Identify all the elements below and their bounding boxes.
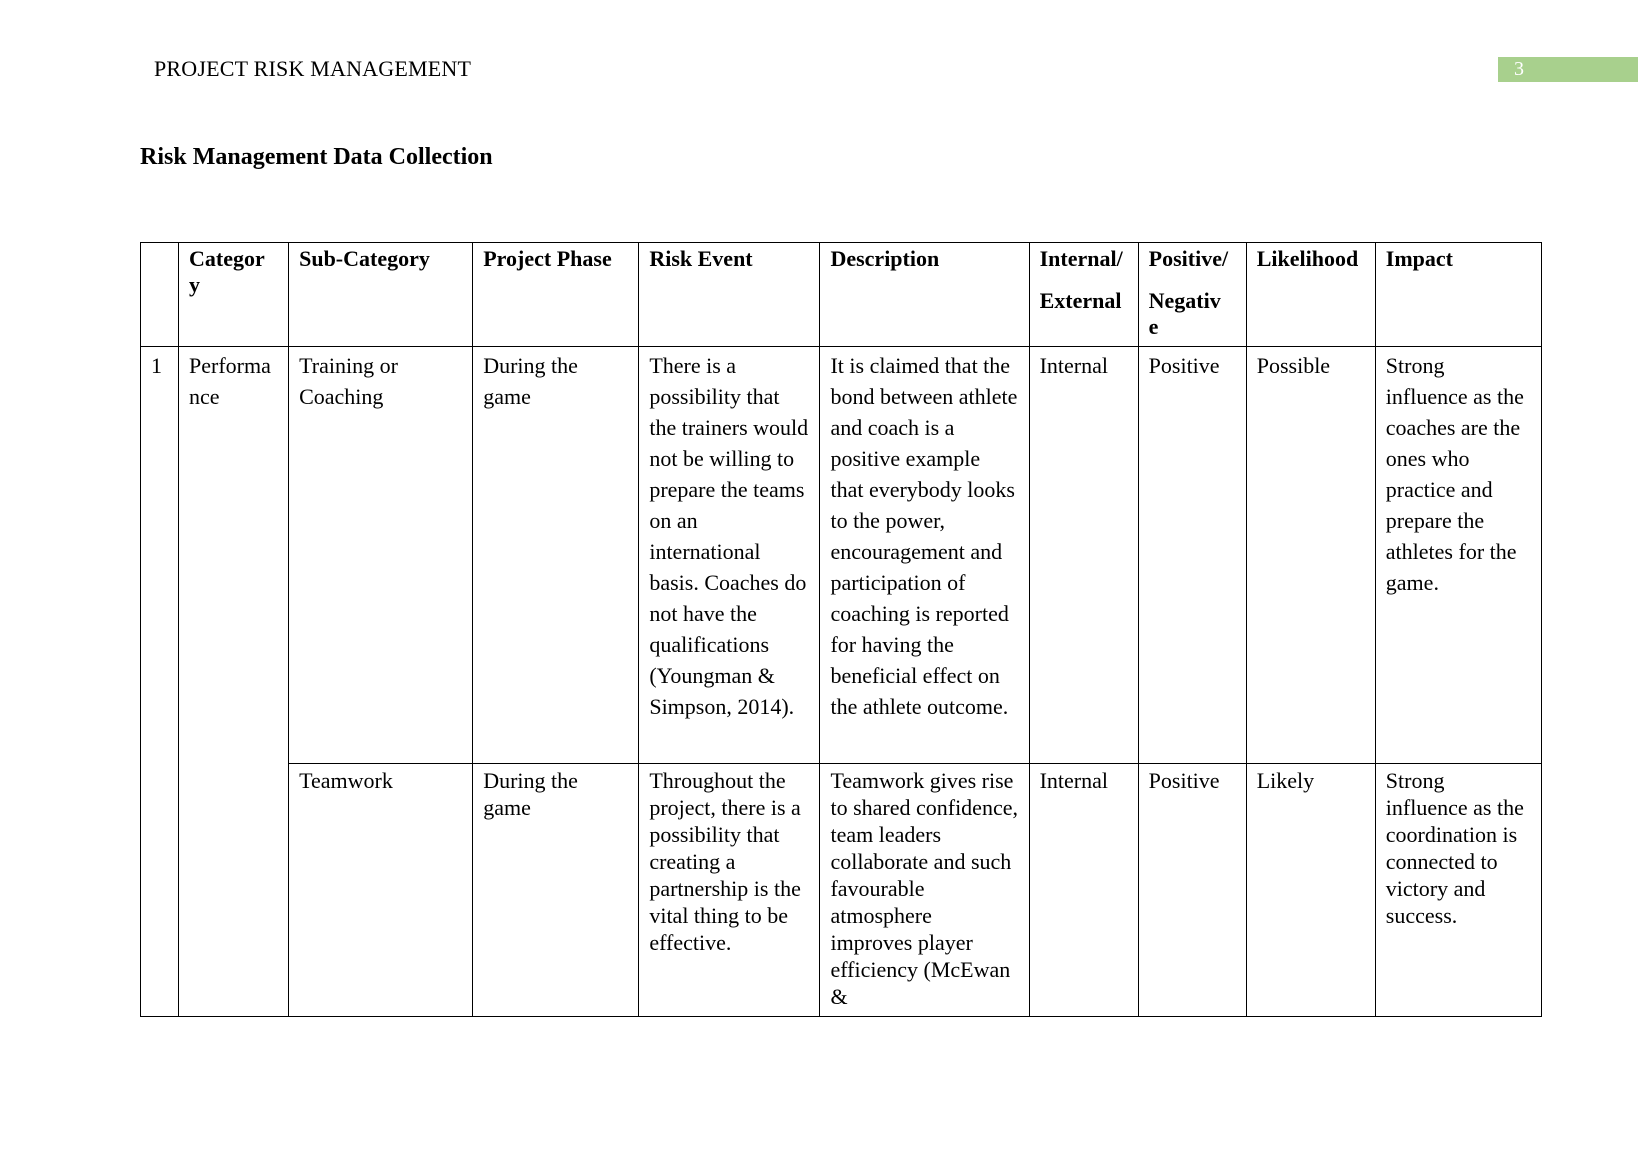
project-phase-cell: During the game bbox=[473, 347, 639, 764]
impact-cell: Strong influence as the coaches are the ones who practice and prepare the athletes for the game. bbox=[1375, 347, 1541, 764]
header-category: Categor y bbox=[179, 243, 289, 347]
sub-category-cell: Training or Coaching bbox=[289, 347, 473, 764]
likelihood-cell: Possible bbox=[1246, 347, 1375, 764]
risk-event-cell: Throughout the project, there is a possibility that creating a partnership is the vital thing to be effective. bbox=[639, 764, 820, 1017]
header-impact: Impact bbox=[1375, 243, 1541, 347]
row-number-cell: 1 bbox=[141, 347, 179, 1017]
sub-category-cell: Teamwork bbox=[289, 764, 473, 1017]
positive-negative-cell: Positive bbox=[1138, 347, 1246, 764]
risk-event-cell: There is a possibility that the trainers would not be willing to prepare the teams on an international basis. Coaches do not have the qualifications (Youngman & Simpson, 2014). bbox=[639, 347, 820, 764]
table-row bbox=[141, 764, 1542, 1017]
header-internal-label: Internal/ bbox=[1039, 246, 1123, 271]
header-negative-label: Negativ e bbox=[1148, 288, 1221, 339]
table-header-row bbox=[141, 243, 1542, 347]
likelihood-cell: Likely bbox=[1246, 764, 1375, 1017]
header-project-phase: Project Phase bbox=[473, 243, 639, 347]
page-number: 3 bbox=[1498, 57, 1638, 82]
header-external-label: External bbox=[1039, 288, 1122, 313]
description-cell: Teamwork gives rise to shared confidence, team leaders collaborate and such favourable atmosphere improves player efficiency (McEwan & bbox=[820, 764, 1029, 1017]
header-positive-label: Positive/ bbox=[1148, 246, 1229, 271]
header-number bbox=[141, 243, 179, 347]
running-header-title: PROJECT RISK MANAGEMENT bbox=[154, 56, 472, 81]
table-row bbox=[141, 347, 1542, 764]
positive-negative-cell: Positive bbox=[1138, 764, 1246, 1017]
header-likelihood: Likelihood bbox=[1246, 243, 1375, 347]
header-sub-category: Sub-Category bbox=[289, 243, 473, 347]
description-cell: It is claimed that the bond between athlete and coach is a positive example that everybody looks to the power, encouragement and participation of coaching is reported for having the beneficial effect on the athlete outcome. bbox=[820, 347, 1029, 764]
header-positive-negative bbox=[1138, 243, 1246, 347]
category-cell: Performa nce bbox=[179, 347, 289, 1017]
internal-external-cell: Internal bbox=[1029, 764, 1138, 1017]
project-phase-cell: During the game bbox=[473, 764, 639, 1017]
header-risk-event: Risk Event bbox=[639, 243, 820, 347]
internal-external-cell: Internal bbox=[1029, 347, 1138, 764]
section-title: Risk Management Data Collection bbox=[140, 144, 493, 170]
header-internal-external bbox=[1029, 243, 1138, 347]
impact-cell: Strong influence as the coordination is connected to victory and success. bbox=[1375, 764, 1541, 1017]
risk-data-table bbox=[140, 242, 1542, 1017]
header-description: Description bbox=[820, 243, 1029, 347]
